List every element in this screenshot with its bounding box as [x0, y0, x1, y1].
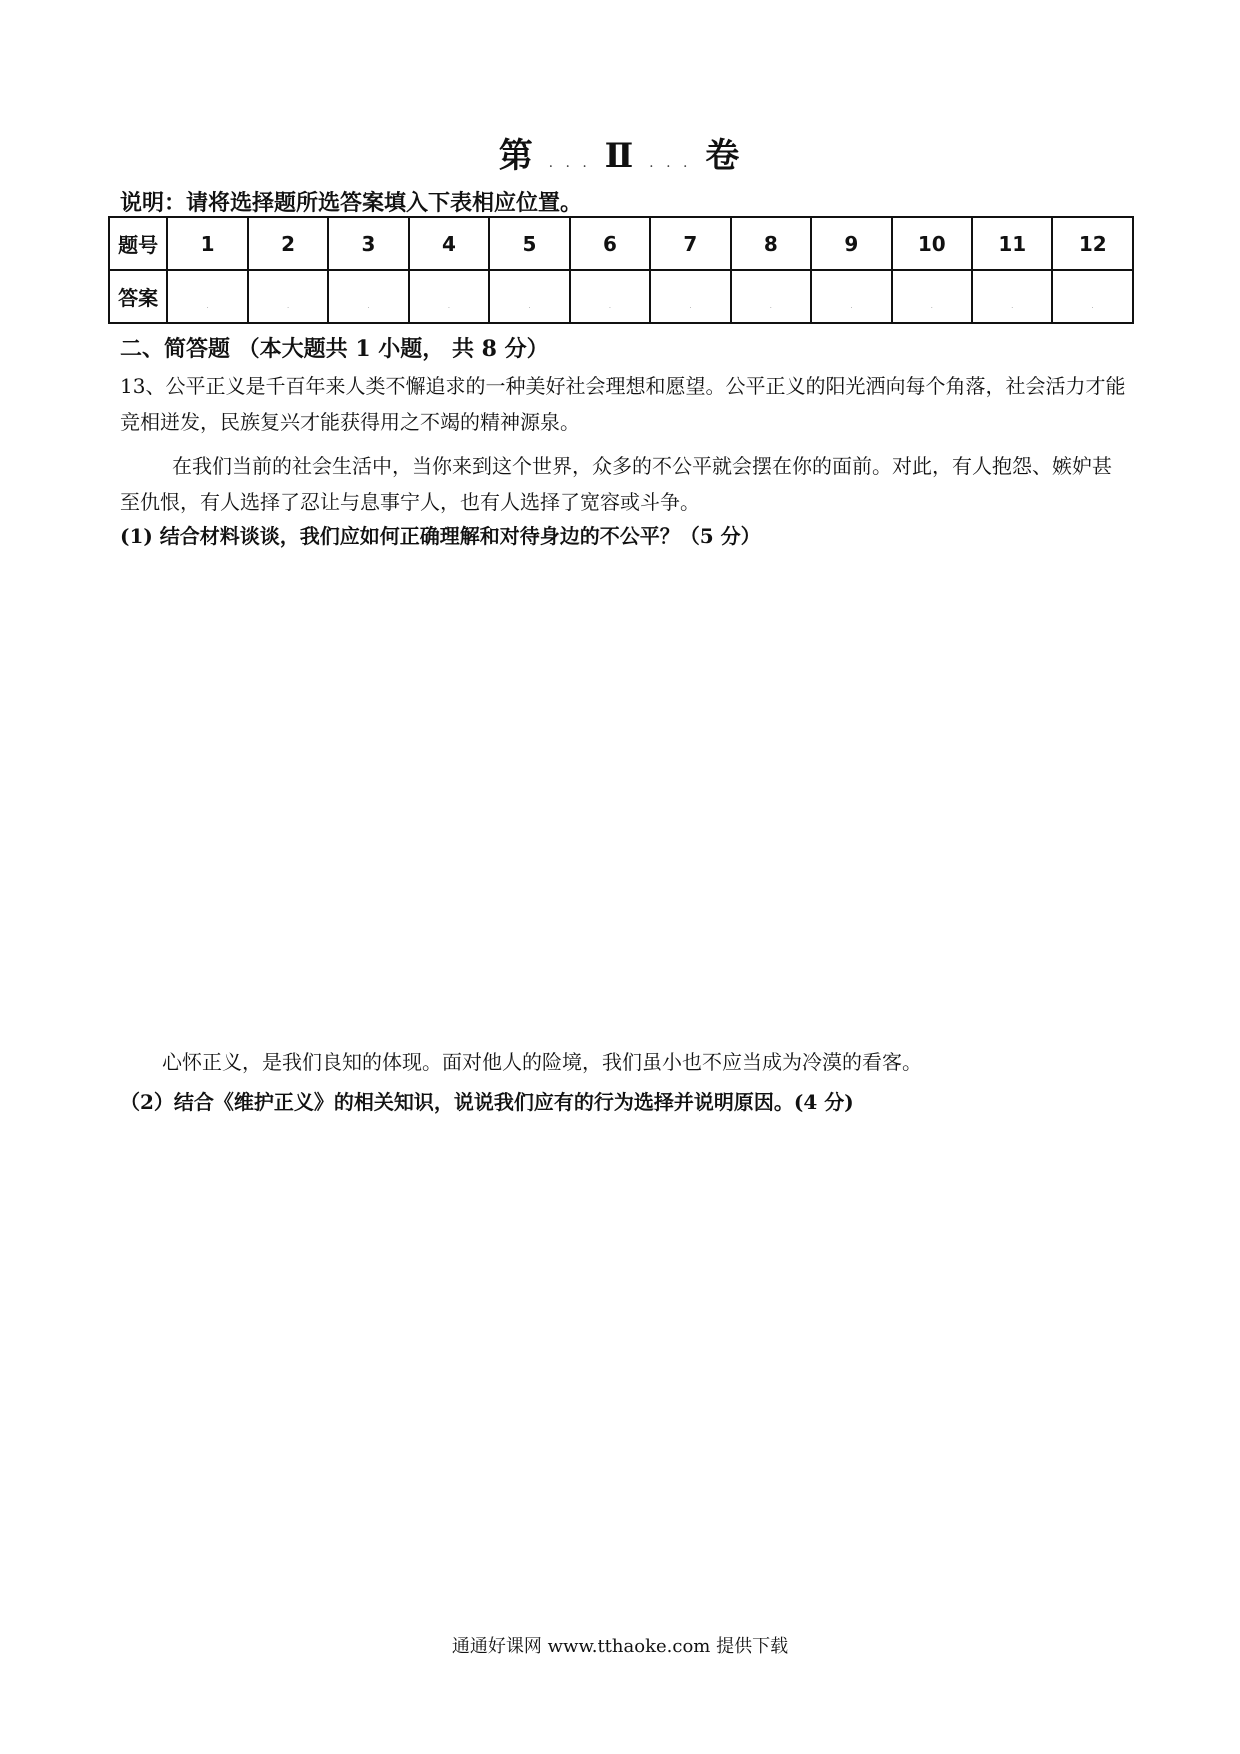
answer-cell[interactable]: . [972, 270, 1052, 323]
title-dots-1: . . . [548, 155, 591, 171]
answer-cell[interactable]: . [248, 270, 328, 323]
question-number-cell: 12 [1052, 217, 1133, 270]
title-right: 卷 [705, 136, 742, 176]
answer-cell[interactable]: . [570, 270, 650, 323]
answer-cell[interactable]: . [489, 270, 569, 323]
answer-cell[interactable]: . [409, 270, 489, 323]
question-number-cell: 4 [409, 217, 489, 270]
page-title [0, 128, 1240, 177]
question-13-material: 13、公平正义是千百年来人类不懈追求的一种美好社会理想和愿望。公平正义的阳光洒向每个角落，社会活力才能竞相迸发，民族复兴才能获得用之不竭的精神源泉。 [120, 374, 1126, 434]
question-number-cell: 7 [650, 217, 730, 270]
question-number-cell: 3 [328, 217, 408, 270]
title-dots-2: . . . [649, 155, 692, 171]
title-left: 第 [498, 136, 535, 176]
answer-cell[interactable]: . [328, 270, 408, 323]
question-13-sub-2: （2）结合《维护正义》的相关知识，说说我们应有的行为选择并说明原因。(4 分) [120, 1090, 854, 1114]
answer-cell[interactable]: . [167, 270, 247, 323]
question-13-context-2: 心怀正义，是我们良知的体现。面对他人的险境，我们虽小也不应当成为冷漠的看客。 [162, 1050, 922, 1074]
question-number-cell: 1 [167, 217, 247, 270]
answer-cell[interactable]: . [650, 270, 730, 323]
answer-cell[interactable]: . [811, 270, 891, 323]
question-number-cell: 6 [570, 217, 650, 270]
question-number-cell: 10 [892, 217, 972, 270]
question-13-sub-1: (1) 结合材料谈谈，我们应如何正确理解和对待身边的不公平？（5 分） [120, 524, 761, 548]
question-number-cell: 11 [972, 217, 1052, 270]
question-number-cell: 5 [489, 217, 569, 270]
table-row-numbers [109, 217, 1133, 270]
row-label-answer: 答案 [109, 270, 167, 323]
table-row-answers [109, 270, 1133, 323]
question-number-cell: 8 [731, 217, 811, 270]
title-roman-numeral: Ⅱ [604, 136, 636, 176]
question-13-material-2: 在我们当前的社会生活中，当你来到这个世界，众多的不公平就会摆在你的面前。对此，有人抱怨、嫉妒甚至仇恨，有人选择了忍让与息事宁人，也有人选择了宽容或斗争。 [120, 454, 1112, 514]
instruction-text: 说明：请将选择题所选答案填入下表相应位置。 [120, 190, 583, 216]
answer-cell[interactable]: . [731, 270, 811, 323]
question-number-cell: 9 [811, 217, 891, 270]
question-number-cell: 2 [248, 217, 328, 270]
row-label-number: 题号 [109, 217, 167, 270]
answer-cell[interactable]: . [892, 270, 972, 323]
answer-table [108, 216, 1134, 324]
answer-cell[interactable]: . [1052, 270, 1133, 323]
section-heading: 二、简答题 （本大题共 1 小题， 共 8 分） [120, 336, 549, 362]
footer-source: 通通好课网 www.tthaoke.com 提供下载 [451, 1636, 789, 1657]
